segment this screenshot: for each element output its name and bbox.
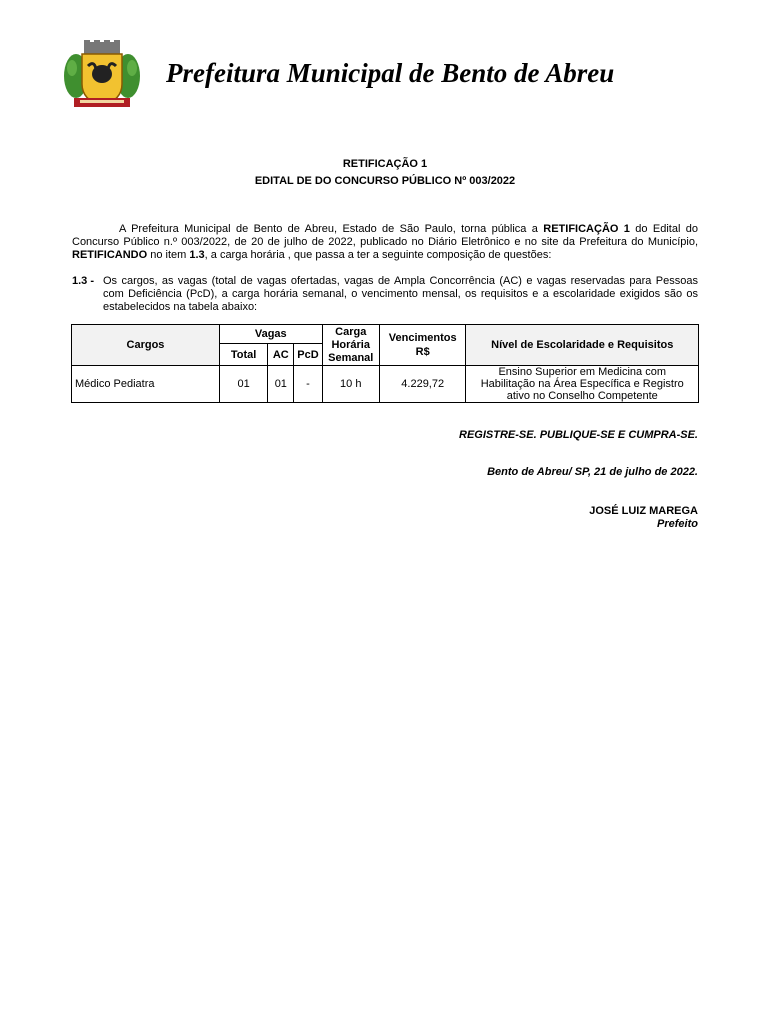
page-title: Prefeitura Municipal de Bento de Abreu: [166, 58, 615, 88]
header-ac: AC: [268, 344, 294, 366]
municipal-crest-icon: [62, 38, 142, 114]
closing-statement: REGISTRE-SE. PUBLIQUE-SE E CUMPRA-SE.: [459, 429, 698, 441]
cell-pcd: -: [294, 366, 322, 403]
letterhead: [62, 38, 712, 118]
header-vagas: Vagas: [219, 325, 322, 344]
signer-name: JOSÉ LUIZ MAREGA: [589, 505, 698, 517]
header-total: Total: [219, 344, 267, 366]
cell-carga: 10 h: [322, 366, 379, 403]
item-number: 1.3 -: [72, 275, 95, 287]
header-carga-horaria: Carga Horária Semanal: [322, 325, 379, 366]
intro-paragraph: A Prefeitura Municipal de Bento de Abreu, Estado de São Paulo, torna pública a RETIFICAÇÃO 1 do Edital do Concurso Público n.º 003/2022, de 20 de julho de 2022, publicado no Diário Eletrônico e no site da Prefeitura do Município, RETIFICANDO no item 1.3, a carga horária , que passa a ter a seguinte composição de questões:: [72, 223, 699, 261]
header-vencimentos: Vencimentos R$: [379, 325, 466, 366]
header-nivel: Nível de Escolaridade e Requisitos: [466, 325, 699, 366]
signer-role: Prefeito: [657, 518, 698, 530]
table-header-row: [72, 325, 699, 344]
cell-total: 01: [219, 366, 267, 403]
document-title: RETIFICAÇÃO 1: [342, 158, 428, 170]
place-date: Bento de Abreu/ SP, 21 de julho de 2022.: [487, 466, 698, 478]
header-cargos: Cargos: [72, 325, 220, 366]
table-row: [72, 366, 699, 403]
cell-cargo: Médico Pediatra: [72, 366, 220, 403]
document-subtitle: EDITAL DE DO CONCURSO PÚBLICO Nº 003/2022: [254, 175, 516, 187]
cell-vencimento: 4.229,72: [379, 366, 466, 403]
header-pcd: PcD: [294, 344, 322, 366]
cell-nivel: Ensino Superior em Medicina com Habilitação na Área Específica e Registro ativo no Conselho Competente: [466, 366, 699, 403]
cell-ac: 01: [268, 366, 294, 403]
item-text: Os cargos, as vagas (total de vagas ofertadas, vagas de Ampla Concorrência (AC) e vagas reservadas para Pessoas com Deficiência (PcD), a carga horária semanal, o vencimento mensal, os requisitos e a escolaridade exigidos são os estabelecidos na tabela abaixo:: [103, 275, 698, 313]
positions-table: [71, 324, 699, 403]
